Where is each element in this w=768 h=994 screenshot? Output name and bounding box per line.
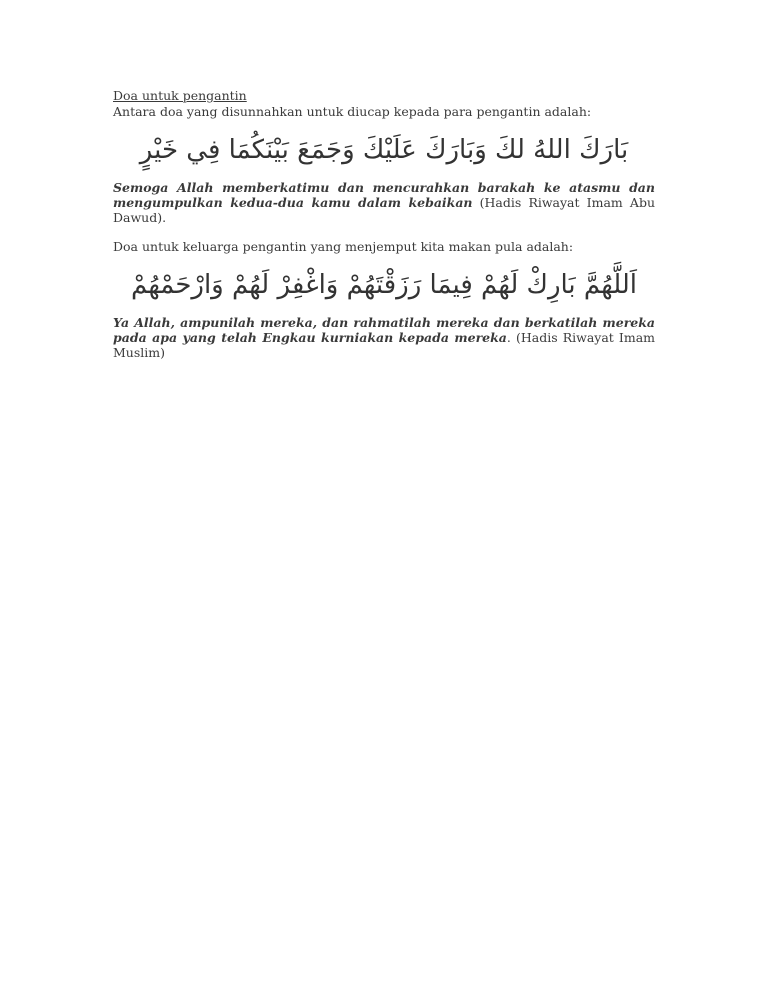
translation-1 [113,180,655,225]
arabic-dua-1: بَارَكَ اللهُ لكَ وَبَارَكَ عَلَيْكَ وَجَمَعَ بَيْنَكُمَا فِي خَيْرٍ [139,135,629,165]
section-heading: Doa untuk pengantin [113,88,247,103]
arabic-dua-2: اَللَّهُمَّ بَارِكْ لَهُمْ فِيمَا رَزَقْتَهُمْ وَاغْفِرْ لَهُمْ وَارْحَمْهُمْ [131,270,637,300]
translation-2 [113,315,655,360]
source-1: (Hadis Riwayat Imam Abu Dawud). [113,195,655,225]
source-2: . (Hadis Riwayat Imam Muslim) [113,330,656,360]
intro-text: Antara doa yang disunnahkan untuk diucap kepada para pengantin adalah: [113,104,592,119]
translation-1-text: Semoga Allah memberkatimu dan mencurahkan barakah ke atasmu dan mengumpulkan kedua-dua kamu dalam kebaikan [113,180,655,210]
translation-2-text: Ya Allah, ampunilah mereka, dan rahmatilah mereka dan berkatilah mereka pada apa yang telah Engkau kurniakan kepada mereka [113,315,655,345]
document-page [113,88,655,360]
intro2-text: Doa untuk keluarga pengantin yang menjemput kita makan pula adalah: [113,239,574,254]
